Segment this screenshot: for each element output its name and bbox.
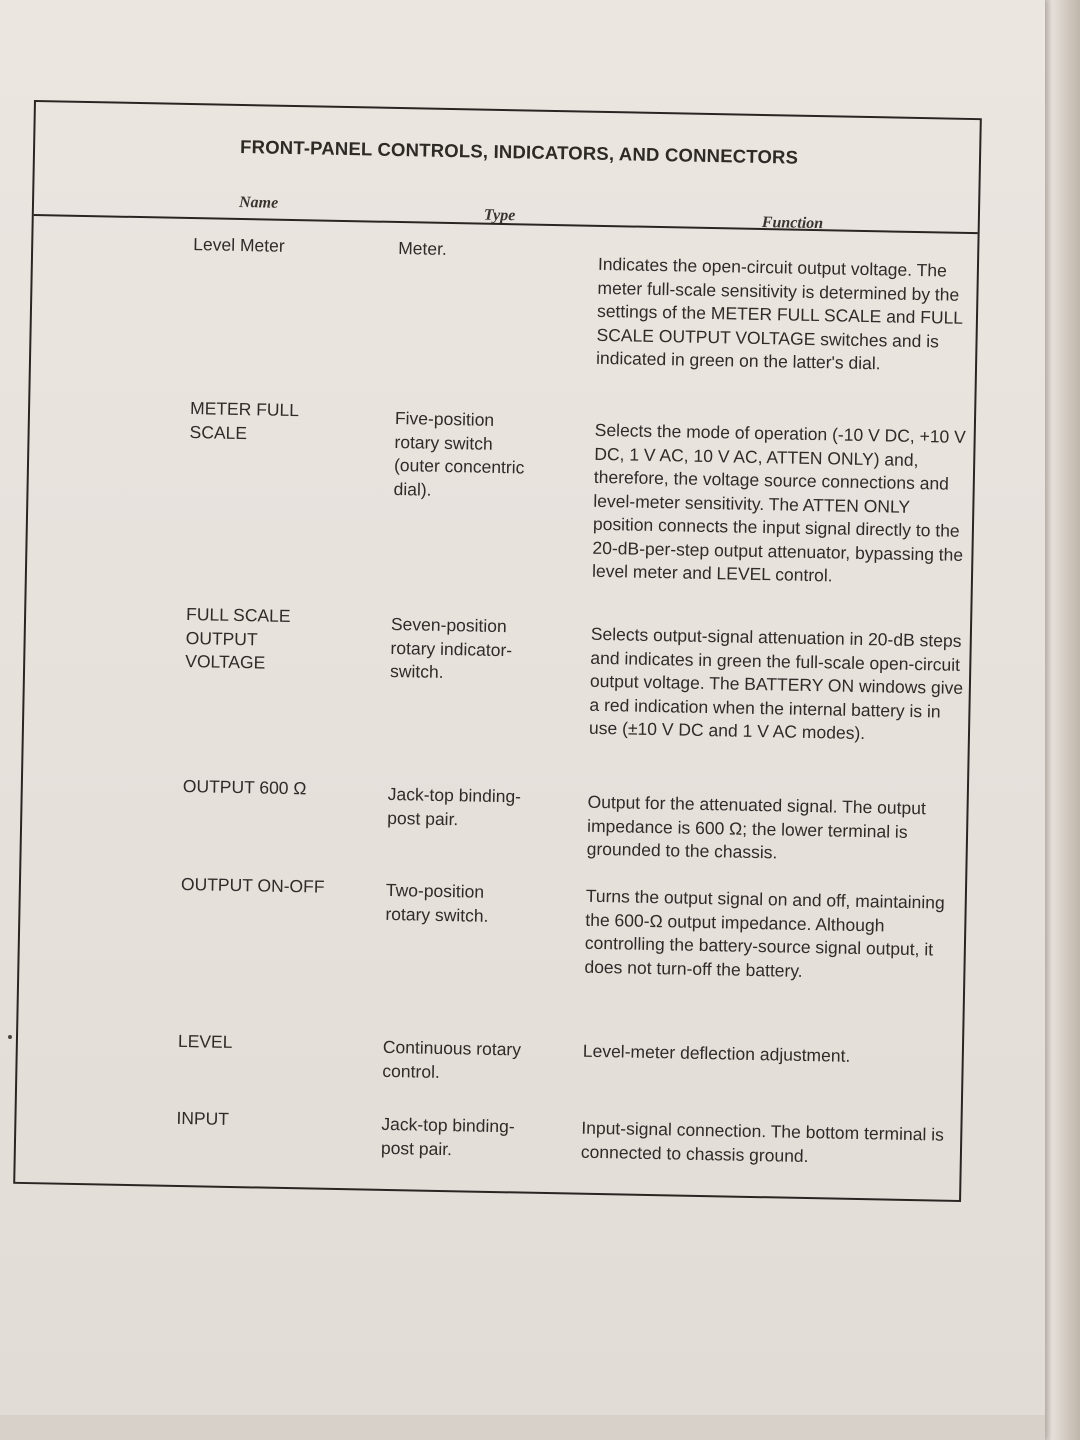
table-row <box>23 772 967 863</box>
row-type: Jack-top binding-post pair. <box>380 1113 515 1159</box>
row-type: Two-position rotary switch. <box>385 879 489 926</box>
row-type: Jack-top binding-post pair. <box>387 783 522 829</box>
row-name: OUTPUT 600 Ω <box>182 775 307 799</box>
table-row <box>34 230 978 374</box>
page-bottom-edge <box>0 1415 1045 1440</box>
column-header-type: Type <box>483 206 516 225</box>
column-header-name: Name <box>238 193 279 212</box>
row-type: Five-position rotary switch (outer concentric dial). <box>393 407 525 500</box>
column-header-function: Function <box>761 213 824 233</box>
table-row <box>21 870 965 981</box>
row-function: Selects output-signal attenuation in 20-dB steps and indicates in green the full-scale open-circuit output voltage. The BATTERY ON windows give a red indication when the internal battery is in use (±10 V DC and 1 V AC modes). <box>588 623 964 744</box>
table-title: FRONT-PANEL CONTROLS, INDICATORS, AND CONNECTORS <box>239 135 799 168</box>
row-type: Meter. <box>398 238 448 259</box>
row-name: LEVEL <box>177 1030 233 1052</box>
row-name: INPUT <box>176 1107 230 1129</box>
row-type: Seven-position rotary indicator-switch. <box>389 613 513 682</box>
row-name: METER FULL SCALE <box>189 398 299 443</box>
row-function: Turns the output signal on and off, maintaining the 600-Ω output impedance. Although controlling the battery-source signal output, it does not turn-off the battery. <box>584 885 945 981</box>
table-row <box>30 394 974 586</box>
row-function: Input-signal connection. The bottom terminal is connected to chassis ground. <box>580 1117 945 1166</box>
page-dot <box>8 1035 12 1039</box>
row-function: Output for the attenuated signal. The output impedance is 600 Ω; the lower terminal is grounded to the chassis. <box>586 791 927 863</box>
row-name: OUTPUT ON-OFF <box>180 873 325 897</box>
table-row <box>26 600 970 744</box>
row-function: Level-meter deflection adjustment. <box>582 1040 851 1066</box>
table-row <box>18 1027 962 1082</box>
controls-table <box>13 100 982 1202</box>
row-function: Indicates the open-circuit output voltage. The meter full-scale sensitivity is determined by the settings of the METER FULL SCALE and FULL SCALE OUTPUT VOLTAGE switches and is indicated in green on the latter's dial. <box>595 253 963 374</box>
row-name: FULL SCALE OUTPUT VOLTAGE <box>185 604 291 673</box>
row-name: Level Meter <box>193 234 285 256</box>
row-type: Continuous rotary control. <box>382 1036 522 1082</box>
row-function: Selects the mode of operation (-10 V DC, +10 V DC, 1 V AC, 10 V AC, ATTEN ONLY) and, therefore, the voltage source connections and level-meter sensitivity. The ATTEN ONLY position connects the input signal directly to the 20-dB-per-step output attenuator, bypassing the level meter and LEVEL control. <box>591 419 967 586</box>
table-row <box>17 1104 961 1166</box>
